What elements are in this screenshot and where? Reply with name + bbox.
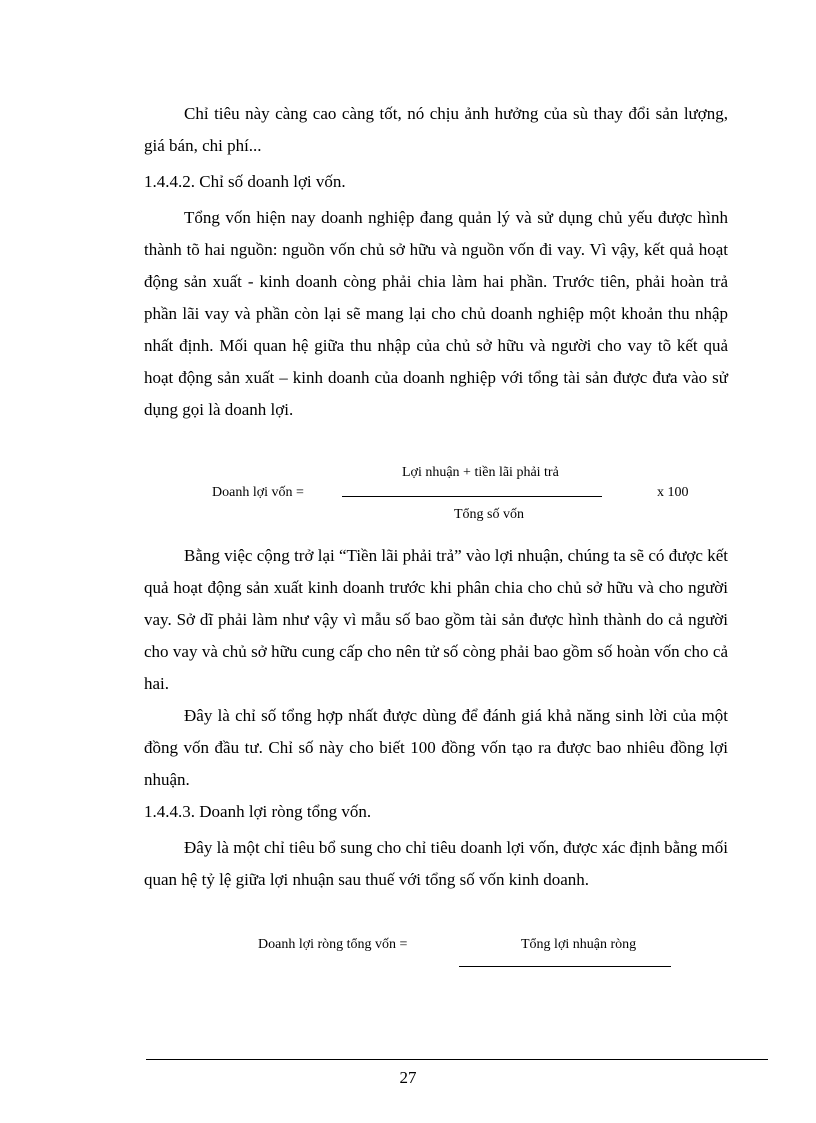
formula-denominator: Tổng số vốn bbox=[454, 507, 524, 522]
page-number: 27 bbox=[399, 1068, 417, 1087]
paragraph-composite-index: Đây là chỉ số tổng hợp nhất được dùng để đánh giá khả năng sinh lời của một đồng vốn đầu tư. Chỉ số này cho biết 100 đồng vốn tạo ra được bao nhiêu đồng lợi nhuận. bbox=[144, 706, 728, 789]
paragraph-net-return: Đây là một chỉ tiêu bổ sung cho chỉ tiêu doanh lợi vốn, được xác định bằng mối quan hệ tỷ lệ giữa lợi nhuận sau thuế với tổng số vốn kinh doanh. bbox=[144, 838, 728, 889]
fraction-bar bbox=[459, 966, 671, 967]
paragraph-profit-ratio-note: Chỉ tiêu này càng cao càng tốt, nó chịu ảnh hưởng của sù thay đổi sản lượng, giá bán, chi phí... bbox=[144, 104, 728, 155]
formula-label: Doanh lợi ròng tổng vốn = bbox=[258, 937, 408, 952]
section-heading-1-4-4-2: 1.4.4.2. Chỉ số doanh lợi vốn. bbox=[144, 172, 346, 191]
formula-numerator: Lợi nhuận + tiền lãi phải trả bbox=[402, 465, 559, 480]
paragraph-total-capital: Tổng vốn hiện nay doanh nghiệp đang quản lý và sử dụng chủ yếu được hình thành tõ hai nguồn: nguồn vốn chủ sở hữu và nguồn vốn đi vay. Vì vậy, kết quả hoạt động sản xuất - kinh doanh còng phải chia làm hai phần. Trước tiên, phải hoàn trả phần lãi vay và phần còn lại sẽ mang lại cho chủ doanh nghiệp một khoản thu nhập nhất định. Mối quan hệ giữa thu nhập của chủ sở hữu và người cho vay tõ kết quả hoạt động sản xuất – kinh doanh của doanh nghiệp với tổng tài sản được đưa vào sử dụng gọi là doanh lợi. bbox=[144, 208, 728, 419]
section-heading-1-4-4-3: 1.4.4.3. Doanh lợi ròng tổng vốn. bbox=[144, 802, 372, 821]
formula-numerator: Tổng lợi nhuận ròng bbox=[521, 937, 637, 952]
formula-multiplier: x 100 bbox=[657, 485, 689, 500]
footer-divider bbox=[146, 1059, 768, 1060]
formula-label: Doanh lợi vốn = bbox=[212, 485, 304, 500]
fraction-bar bbox=[342, 496, 602, 497]
paragraph-interest-explanation: Bằng việc cộng trở lại “Tiền lãi phải trả” vào lợi nhuận, chúng ta sẽ có được kết quả hoạt động sản xuất kinh doanh trước khi phân chia cho chủ sở hữu và cho người vay. Sở dĩ phải làm như vậy vì mẫu số bao gồm tài sản được hình thành do cả người cho vay và chủ sở hữu cung cấp cho nên tử số còng phải bao gồm số hoàn vốn cho cả hai. bbox=[144, 546, 728, 693]
